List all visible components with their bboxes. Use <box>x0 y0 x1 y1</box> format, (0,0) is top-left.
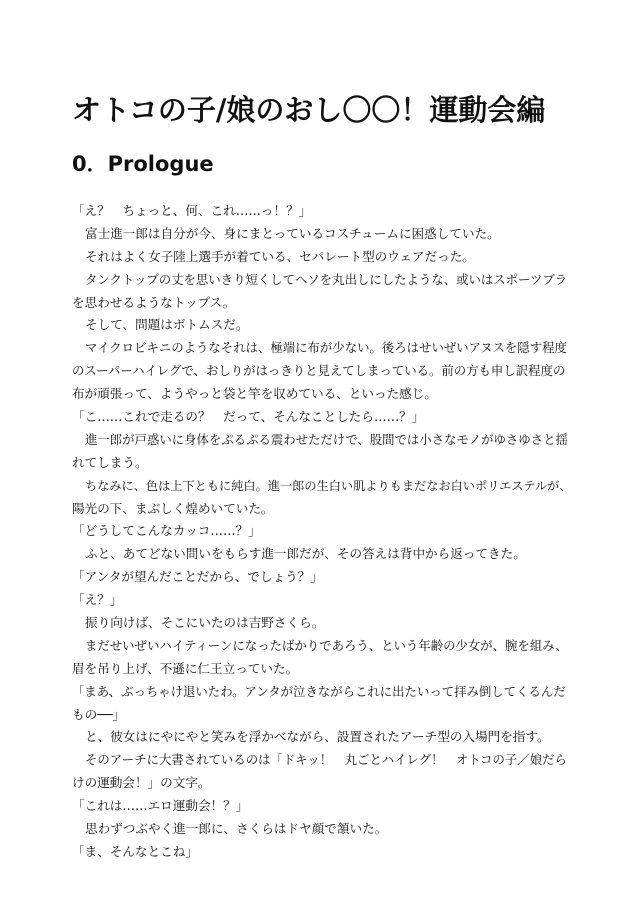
text-line: れてしまう。 <box>72 454 148 470</box>
text-line: と、彼女はにやにやと笑みを浮かべながら、設置されたアーチ型の入場門を指す。 <box>85 729 550 745</box>
text-line: タンクトップの丈を思いきり短くしてヘソを丸出しにしたような、或いはスポーツブラ <box>85 271 568 287</box>
text-line: 富士進一郎は自分が今、身にまとっているコスチュームに困惑していた。 <box>85 225 500 241</box>
text-line: 「これは……エロ運動会！？」 <box>72 798 249 814</box>
text-line: けの運動会！」の文字。 <box>72 775 211 791</box>
text-line: 「え？ ちょっと、何、これ……っ！？」 <box>72 203 312 218</box>
text-line: マイクロビキニのようなそれは、極端に布が少ない。後ろはせいぜいアヌスを隠す程度 <box>85 340 567 356</box>
text-line: 振り向けば、そこにいたのは吉野さくら。 <box>85 615 325 631</box>
page-title: オトコの子/娘のおし〇〇！運動会編 <box>72 93 546 127</box>
text-line: そして、問題はボトムスだ。 <box>85 317 249 333</box>
text-line: 「こ……これで走るの？ だって、そんなことしたら……？」 <box>72 409 425 425</box>
text-line: まだせいぜいハイティーンになったばかりであろう、という年齢の少女が、腕を組み、 <box>85 637 568 653</box>
text-line: ちなみに、色は上下ともに純白。進一郎の生白い肌よりもまだなお白いポリエステルが、 <box>85 478 572 493</box>
text-line: 布が頑張って、ようやっと袋と竿を収めている、といった感じ。 <box>72 386 437 402</box>
text-line: を思わせるようなトップス。 <box>72 294 236 310</box>
text-line: 進一郎が戸惑いに身体をぷるぷる震わせただけで、股間では小さなモノがゆさゆさと揺 <box>85 431 568 447</box>
text-line: 「え？」 <box>72 592 123 608</box>
text-line: ふと、あてどない問いをもらす進一郎だが、その答えは背中から返ってきた。 <box>85 546 526 562</box>
text-line: 「まあ、ぶっちゃけ退いたわ。アンタが泣きながらこれに出たいって拝み倒してくるんだ <box>72 683 566 699</box>
text-line: 「アンタが望んだことだから、でしょう？」 <box>72 569 323 585</box>
text-line: 「どうしてこんなカッコ……？」 <box>72 523 261 539</box>
text-line: それはよく女子陸上選手が着ている、セパレート型のウェアだった。 <box>85 248 475 264</box>
text-line: のスーパーハイレグで、おしりがはっきりと見えてしまっている。前の方も申し訳程度の <box>72 363 566 379</box>
text-line: 「ま、そんなとこね」 <box>72 843 198 859</box>
text-line: そのアーチに大書されているのは「ドキッ！ 丸ごとハイレグ！ オトコの子／娘だら <box>85 752 567 768</box>
text-line: 陽光の下、まぶしく煌めいていた。 <box>72 500 274 516</box>
text-line: 思わずつぶやく進一郎に、さくらはドヤ顔で頷いた。 <box>85 821 388 837</box>
text-line: もの──」 <box>72 706 125 722</box>
text-line: 眉を吊り上げ、不遜に仁王立っていた。 <box>72 660 299 676</box>
body-text <box>72 200 572 864</box>
section-heading: 0．Prologue <box>72 152 214 176</box>
